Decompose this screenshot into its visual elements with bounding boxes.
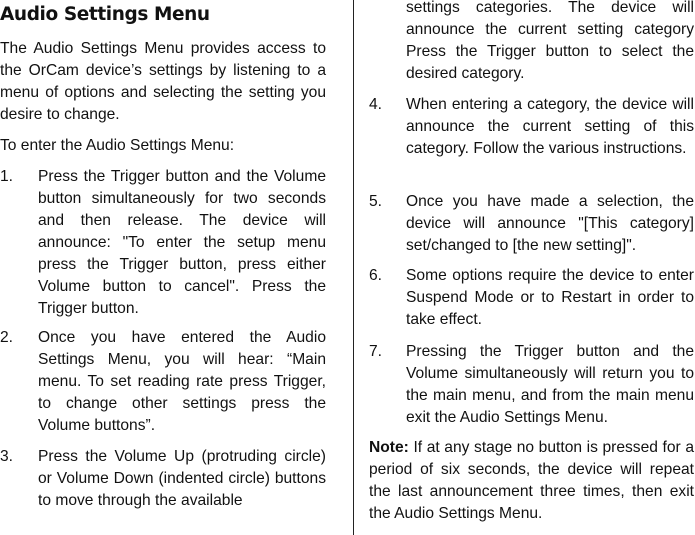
list-item xyxy=(369,94,694,160)
note-label: Note: xyxy=(369,439,409,456)
list-item xyxy=(369,191,694,257)
list-item-number: 3. xyxy=(0,448,14,465)
list-item-text: Press the Volume Up (protruding circle) or Volume Down (indented circle) buttons to move through the available xyxy=(38,448,326,509)
list-item-text: Once you have made a selection, the device will announce "[This category] set/changed to [the new setting]". xyxy=(406,193,694,254)
note-text: If at any stage no button is pressed for a period of six seconds, the device will repeat the last announcement three times, then exit the Audio Settings Menu. xyxy=(369,439,694,522)
list-item xyxy=(0,166,326,320)
list-item-number: 6. xyxy=(369,267,383,284)
list-item-text: Press the Trigger button and the Volume button simultaneously for two seconds and then release. The device will announce: "To enter the setup menu press the Trigger button, press either Volume button to cancel". Press the Trigger button. xyxy=(38,168,326,317)
list-item-text: Some options require the device to enter Suspend Mode or to Restart in order to take effect. xyxy=(406,267,694,328)
list-item-number: 5. xyxy=(369,193,383,210)
list-item xyxy=(369,341,694,429)
intro-paragraph: The Audio Settings Menu provides access to the OrCam device’s settings by listening to a menu of options and selecting the setting you desire to change. xyxy=(0,40,326,123)
step-3-continuation: settings categories. The device will announce the current setting category Press the Trigger button to select the desired category. xyxy=(406,0,694,82)
list-item xyxy=(0,446,326,512)
list-item xyxy=(369,265,694,331)
list-item xyxy=(0,327,326,437)
enter-menu-heading: To enter the Audio Settings Menu: xyxy=(0,137,235,154)
column-divider xyxy=(353,0,354,535)
list-item-number: 7. xyxy=(369,343,383,360)
note-paragraph xyxy=(369,437,694,525)
list-item-number: 1. xyxy=(0,168,14,185)
list-item-text: Once you have entered the Audio Settings Menu, you will hear: “Main menu. To set reading rate press Trigger, to change other settings press the Volume buttons”. xyxy=(38,329,326,434)
list-item-number: 4. xyxy=(369,96,383,113)
list-item-text: When entering a category, the device will announce the current setting of this category. Follow the various instructions. xyxy=(406,96,694,157)
page-title: Audio Settings Menu xyxy=(0,4,210,25)
list-item-text: Pressing the Trigger button and the Volume simultaneously will return you to the main menu, and from the main menu exit the Audio Settings Menu. xyxy=(406,343,694,426)
list-item-number: 2. xyxy=(0,329,14,346)
